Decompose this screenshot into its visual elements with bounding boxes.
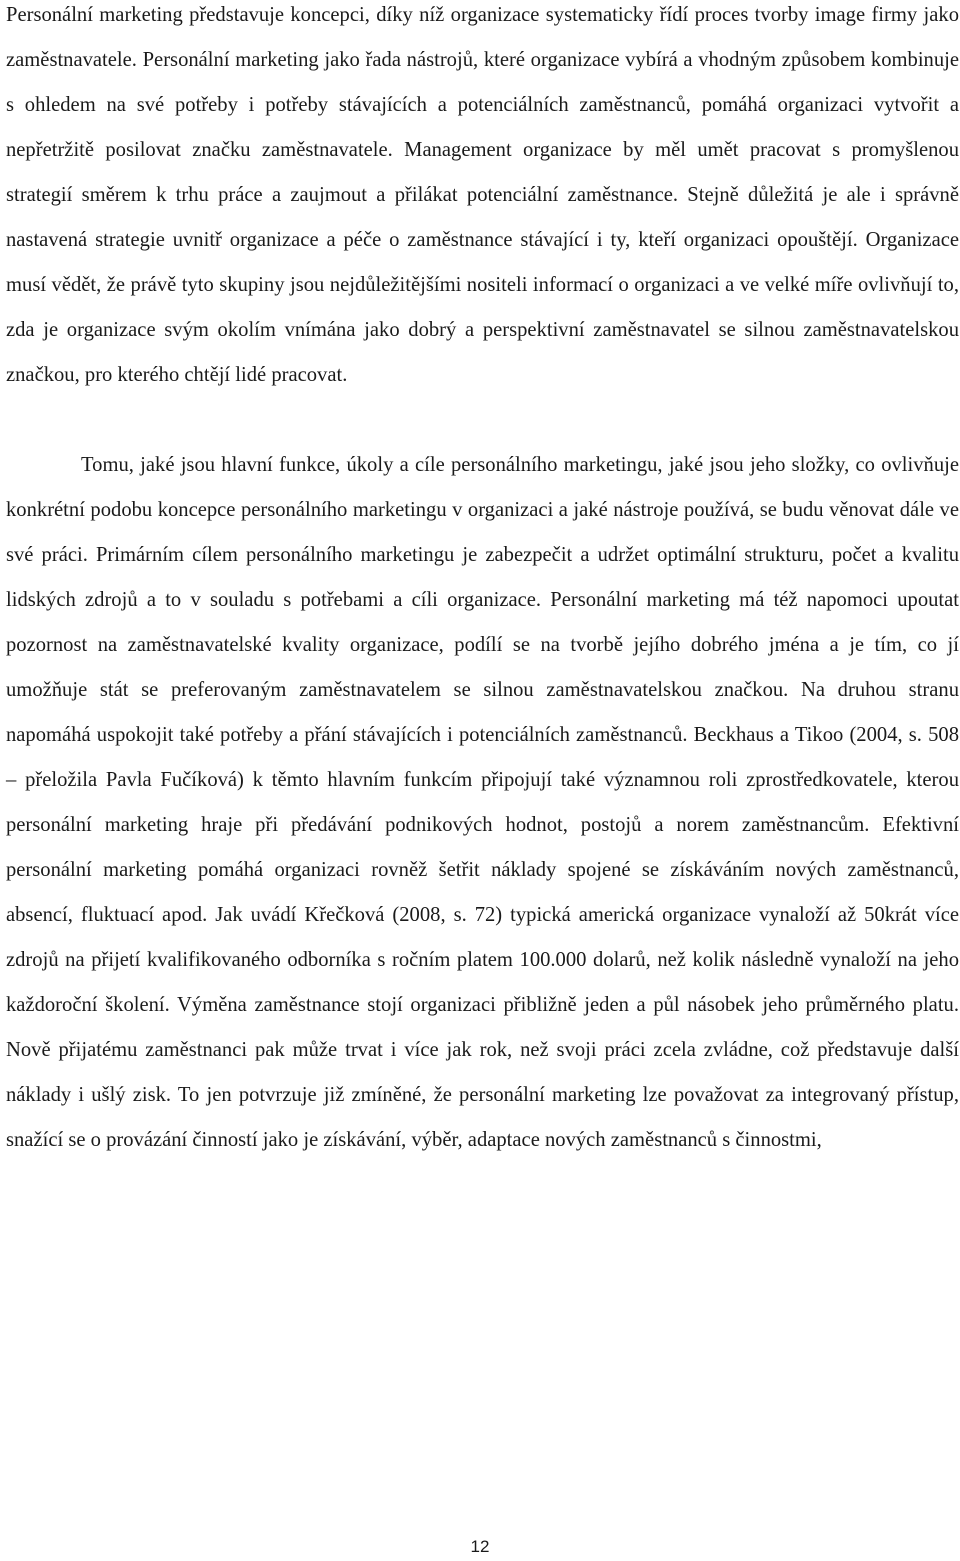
body-text	[6, 0, 959, 1163]
paragraph-functions-and-goals: Tomu, jaké jsou hlavní funkce, úkoly a cíle personálního marketingu, jaké jsou jeho složky, co ovlivňuje konkrétní podobu koncepce personálního marketingu v organizaci a jaké nástroje používá, se budu věnovat dále ve své práci. Primárním cílem personálního marketingu je zabezpečit a udržet optimální strukturu, počet a kvalitu lidských zdrojů a to v souladu s potřebami a cíli organizace. Personální marketing má též napomoci upoutat pozornost na zaměstnavatelské kvality organizace, podílí se na tvorbě jejího dobrého jména a je tím, co jí umožňuje stát se preferovaným zaměstnavatelem se silnou zaměstnavatelskou značkou. Na druhou stranu napomáhá uspokojit také potřeby a přání stávajících i potenciálních zaměstnanců. Beckhaus a Tikoo (2004, s. 508 – přeložila Pavla Fučíková) k těmto hlavním funkcím připojují také významnou roli zprostředkovatele, kterou personální marketing hraje při předávání podnikových hodnot, postojů a norem zaměstnancům. Efektivní personální marketing pomáhá organizaci rovněž šetřit náklady spojené se získáváním nových zaměstnanců, absencí, fluktuací apod. Jak uvádí Křečková (2008, s. 72) typická americká organizace vynaloží až 50krát více zdrojů na přijetí kvalifikovaného odborníka s ročním platem 100.000 dolarů, než kolik následně vynaloží na jeho každoroční školení. Výměna zaměstnance stojí organizaci přibližně jeden a půl násobek jeho průměrného platu. Nově přijatému zaměstnanci pak může trvat i více jak rok, než svoji práci zcela zvládne, což představuje další náklady i ušlý zisk. To jen potvrzuje již zmíněné, že personální marketing lze považovat za integrovaný přístup, snažící se o provázání činností jako je získávání, výběr, adaptace nových zaměstnanců s činnostmi,	[6, 454, 959, 1151]
paragraph-spacer	[6, 398, 959, 443]
page-number: 12	[470, 1537, 490, 1556]
paragraph-personal-marketing-concept: Personální marketing představuje koncepci, díky níž organizace systematicky řídí proces tvorby image firmy jako zaměstnavatele. Personální marketing jako řada nástrojů, které organizace vybírá a vhodným způsobem kombinuje s ohledem na své potřeby i potřeby stávajících a potenciálních zaměstnanců, pomáhá organizaci vytvořit a nepřetržitě posilovat značku zaměstnavatele. Management organizace by měl umět pracovat s promyšlenou strategií směrem k trhu práce a zaujmout a přilákat potenciální zaměstnance. Stejně důležitá je ale i správně nastavená strategie uvnitř organizace a péče o zaměstnance stávající i ty, kteří organizaci opouštějí. Organizace musí vědět, že právě tyto skupiny jsou nejdůležitějšími nositeli informací o organizaci a ve velké míře ovlivňují to, zda je organizace svým okolím vnímána jako dobrý a perspektivní zaměstnavatel se silnou zaměstnavatelskou značkou, pro kterého chtějí lidé pracovat.	[6, 4, 959, 386]
